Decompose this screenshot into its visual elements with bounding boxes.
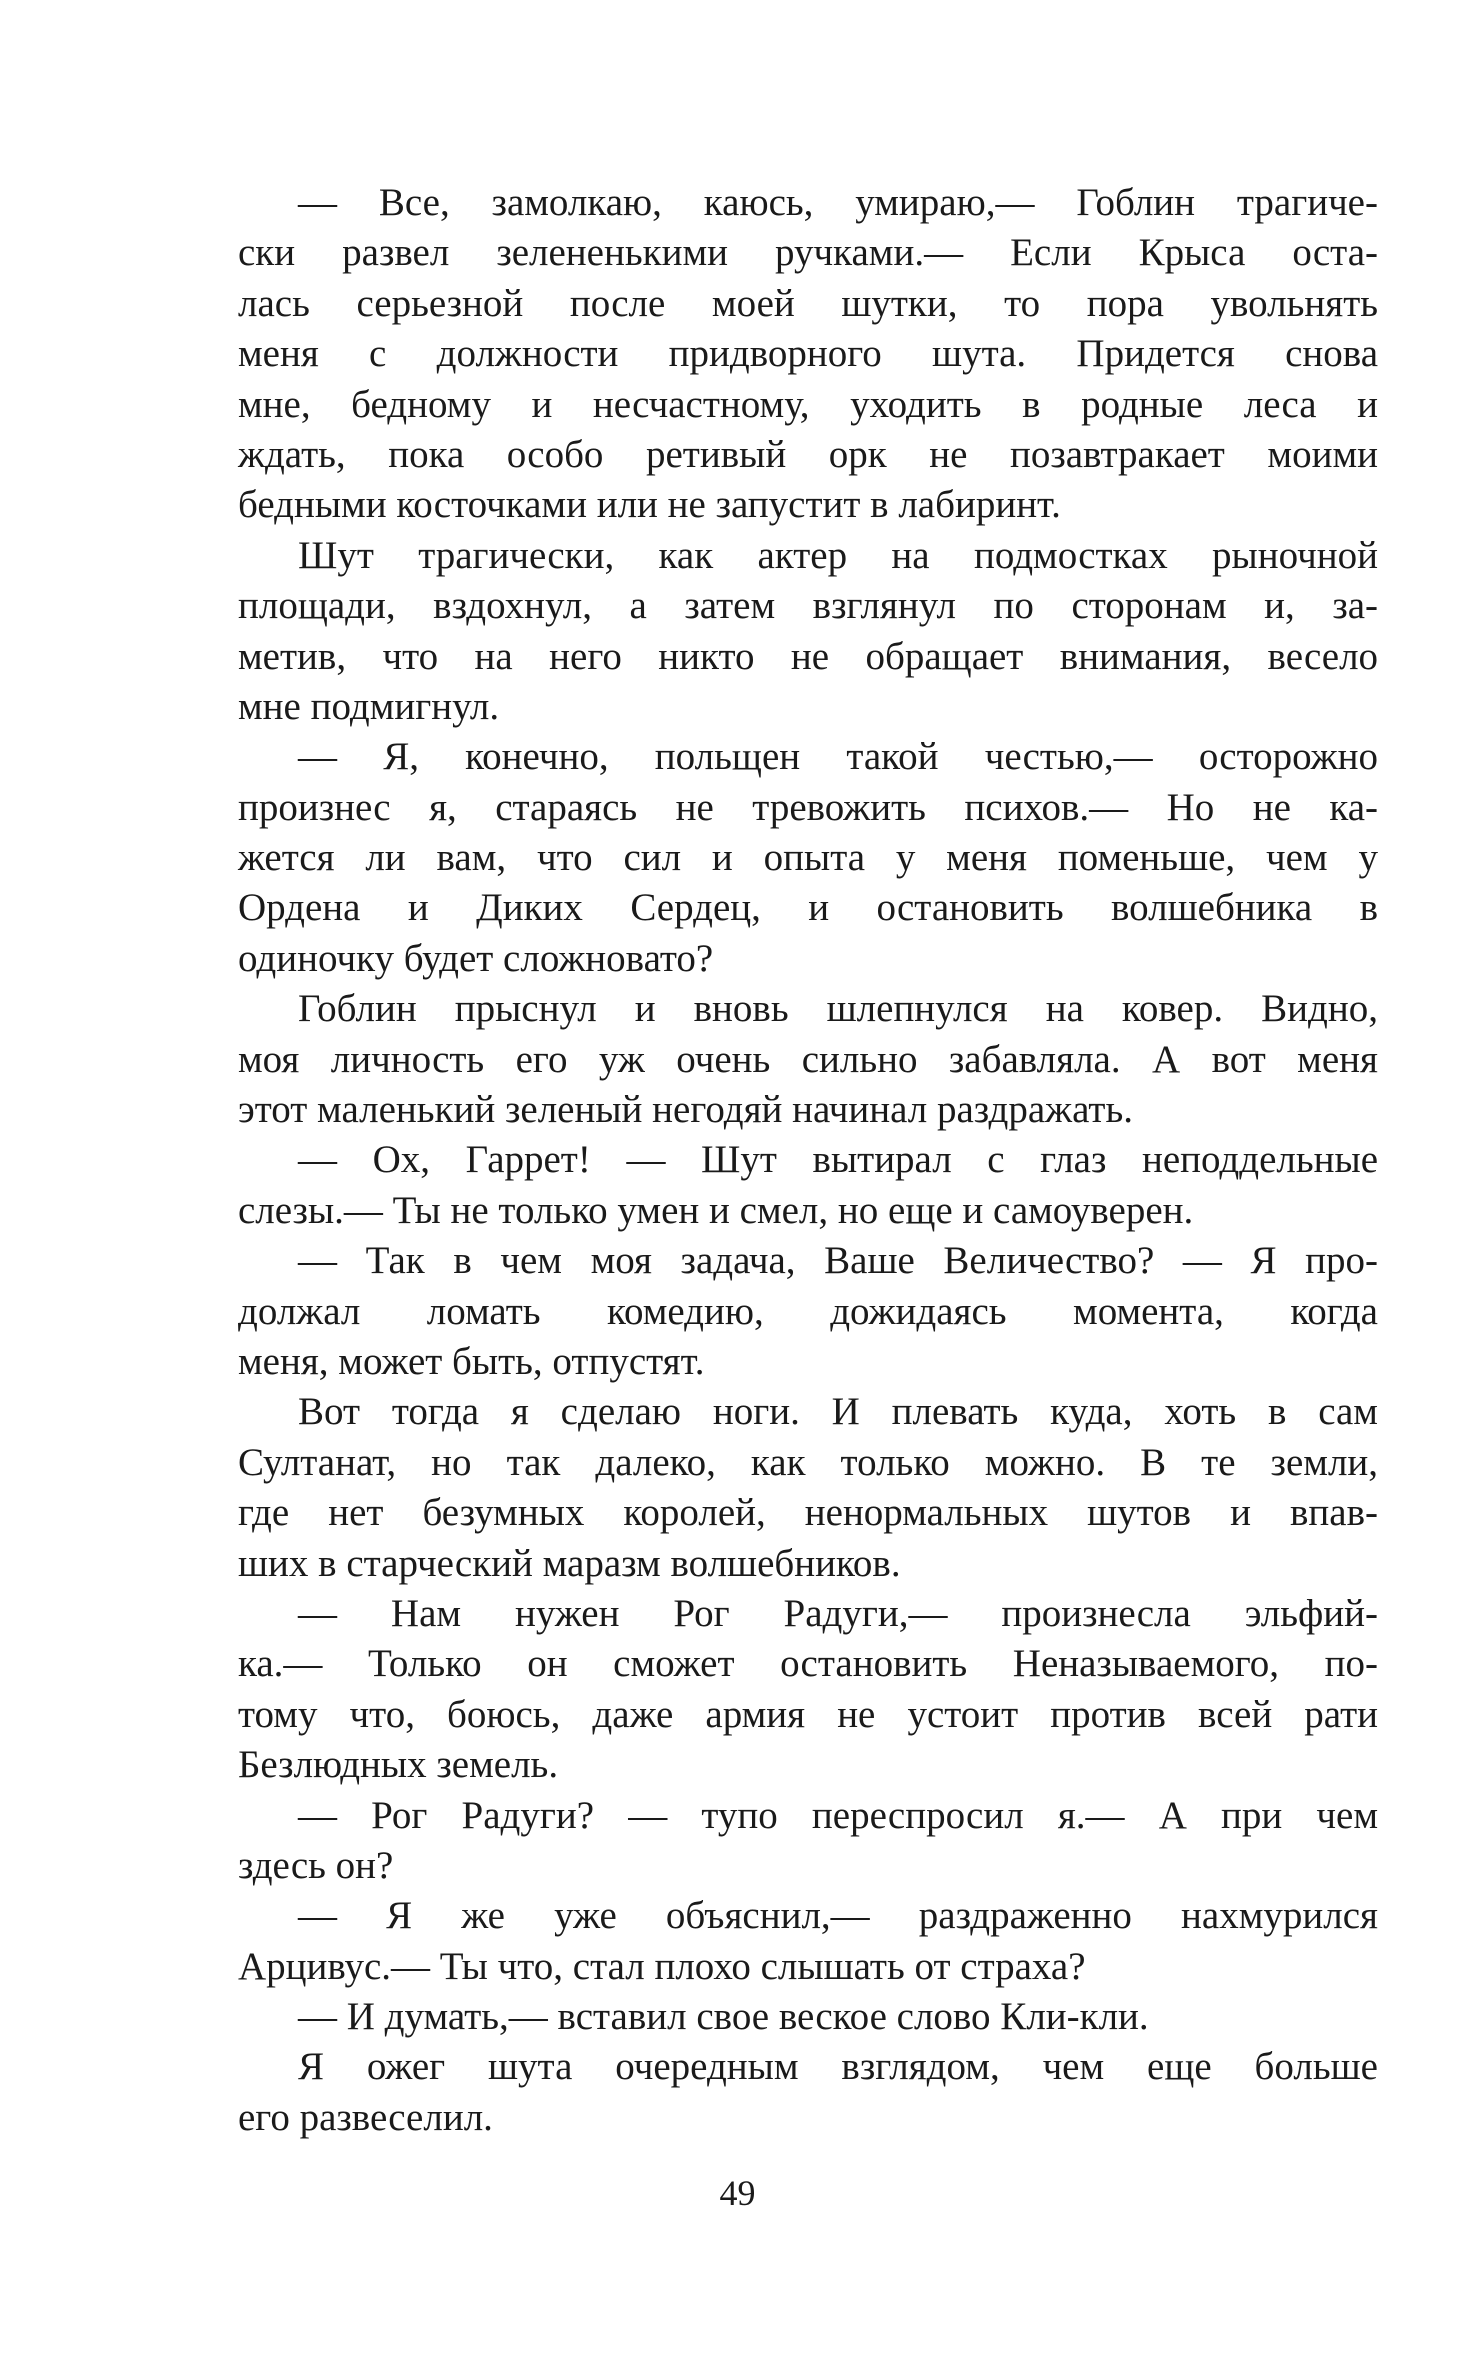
text-line: ших в старческий маразм волшебников.	[238, 1541, 901, 1585]
text-line: — И думать,— вставил свое веское слово Кли-кли.	[298, 1995, 1149, 2039]
paragraph	[178, 1891, 1378, 1992]
text-line: его развеселил.	[238, 2095, 493, 2139]
text-line: Ордена и Диких Сердец, и остановить волшебника в	[238, 886, 1379, 930]
text-line: тому что, боюсь, даже армия не устоит против всей рати	[238, 1692, 1378, 1736]
text-line: меня, может быть, отпустят.	[238, 1339, 705, 1383]
text-line: ски развел зелененькими ручками.— Если Крыса оста-	[238, 231, 1379, 275]
text-line: меня с должности придворного шута. Придется снова	[238, 332, 1378, 376]
paragraph	[178, 1135, 1379, 1236]
body-text	[178, 178, 1379, 2143]
text-line: Шут трагически, как актер на подмостках рыночной	[298, 533, 1378, 577]
paragraph	[178, 1589, 1378, 1791]
text-line: жется ли вам, что сил и опыта у меня поменьше, чем у	[238, 836, 1378, 880]
text-line: — Так в чем моя задача, Ваше Величество? — Я про-	[298, 1239, 1378, 1283]
text-line: — Все, замолкаю, каюсь, умираю,— Гоблин трагиче-	[298, 181, 1378, 224]
text-line: одиночку будет сложновато?	[238, 936, 714, 980]
paragraph	[178, 1387, 1379, 1589]
text-line: — Ох, Гаррет! — Шут вытирал с глаз неподдельные	[298, 1138, 1379, 1182]
text-line: должал ломать комедию, дожидаясь момента, когда	[238, 1289, 1378, 1333]
paragraph	[178, 1791, 1379, 1892]
text-line: где нет безумных королей, ненормальных шутов и впав-	[238, 1491, 1378, 1535]
text-line: мне подмигнул.	[238, 684, 500, 728]
text-line: Безлюдных земель.	[238, 1743, 559, 1787]
paragraph	[178, 1236, 1378, 1387]
text-line: — Я, конечно, польщен такой честью,— осторожно	[298, 735, 1378, 779]
text-line: слезы.— Ты не только умен и смел, но еще и самоуверен.	[238, 1188, 1194, 1232]
paragraph	[178, 732, 1379, 984]
text-line: Вот тогда я сделаю ноги. И плевать куда, хоть в сам	[298, 1390, 1378, 1434]
paragraph	[178, 531, 1379, 733]
text-line: ка.— Только он сможет остановить Неназываемого, по-	[238, 1642, 1378, 1686]
text-line: этот маленький зеленый негодяй начинал раздражать.	[238, 1088, 1133, 1132]
text-line: моя личность его уж очень сильно забавляла. А вот меня	[238, 1037, 1378, 1081]
text-line: здесь он?	[238, 1843, 394, 1887]
text-line: Султанат, но так далеко, как только можно. В те земли,	[238, 1440, 1379, 1484]
paragraph	[178, 1992, 1318, 2042]
paragraph	[178, 984, 1378, 1135]
text-line: Арцивус.— Ты что, стал плохо слышать от страха?	[238, 1944, 1086, 1988]
paragraph	[178, 2042, 1378, 2143]
text-line: — Нам нужен Рог Радуги,— произнесла эльфий-	[298, 1591, 1378, 1635]
page-number: 49	[719, 2173, 756, 2213]
text-line: ждать, пока особо ретивый орк не позавтракает моими	[238, 432, 1379, 476]
text-line: Гоблин прыснул и вновь шлепнулся на ковер. Видно,	[298, 987, 1378, 1031]
text-line: Я ожег шута очередным взглядом, чем еще больше	[298, 2045, 1378, 2089]
text-line: — Рог Радуги? — тупо переспросил я.— А при чем	[298, 1793, 1379, 1837]
text-line: метив, что на него никто не обращает внимания, весело	[238, 634, 1379, 678]
text-line: мне, бедному и несчастному, уходить в родные леса и	[238, 382, 1379, 426]
text-line: — Я же уже объяснил,— раздраженно нахмурился	[298, 1894, 1378, 1938]
text-line: лась серьезной после моей шутки, то пора увольнять	[238, 281, 1379, 325]
text-line: бедными косточками или не запустит в лабиринт.	[238, 483, 1061, 527]
text-line: площади, вздохнул, а затем взглянул по сторонам и, за-	[238, 584, 1379, 628]
paragraph	[178, 178, 1379, 531]
text-line: произнес я, стараясь не тревожить психов.— Но не ка-	[238, 785, 1379, 829]
